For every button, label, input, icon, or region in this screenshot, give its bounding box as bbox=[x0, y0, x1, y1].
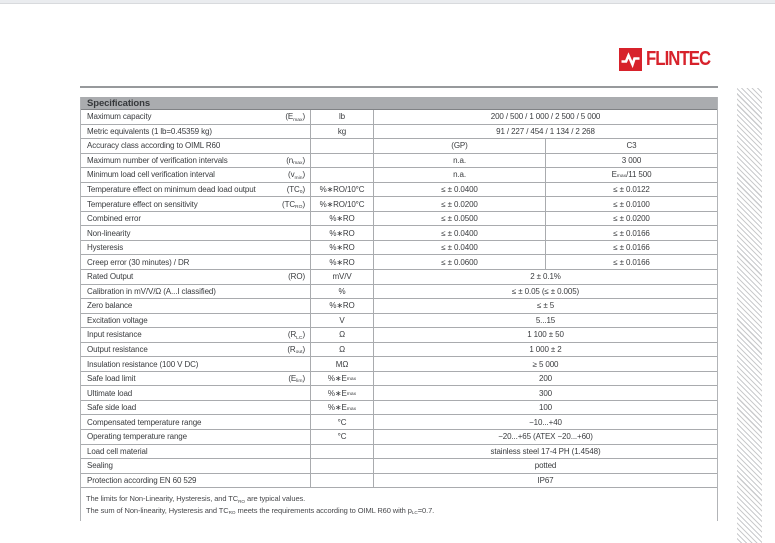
spec-value: −10...+40 bbox=[373, 415, 717, 429]
spec-unit: %∗E max bbox=[310, 401, 373, 415]
spec-value: ≤ ± 0.0122 bbox=[545, 183, 717, 197]
spec-value: 200 / 500 / 1 000 / 2 500 / 5 000 bbox=[373, 110, 717, 124]
spec-unit: V bbox=[310, 314, 373, 328]
table-row bbox=[81, 255, 717, 270]
spec-unit: MΩ bbox=[310, 357, 373, 371]
spec-name: Combined error bbox=[87, 214, 141, 224]
table-row bbox=[81, 285, 717, 300]
table-row bbox=[81, 328, 717, 343]
brand-wordmark: FLINTEC bbox=[646, 47, 711, 70]
spec-unit: °C bbox=[310, 415, 373, 429]
spec-unit: %∗RO bbox=[310, 241, 373, 255]
spec-unit: %∗RO/10°C bbox=[310, 197, 373, 211]
table-row bbox=[81, 139, 717, 154]
spec-unit: kg bbox=[310, 125, 373, 139]
table-row bbox=[81, 154, 717, 169]
table-row bbox=[81, 401, 717, 416]
spec-sheet bbox=[80, 97, 718, 521]
table-row bbox=[81, 415, 717, 430]
spec-symbol: (nmax) bbox=[286, 155, 305, 167]
spec-unit: % bbox=[310, 285, 373, 299]
spec-value: n.a. bbox=[373, 168, 545, 182]
brand-logo bbox=[619, 47, 721, 71]
footnote-line: The sum of Non-linearity, Hysteresis and TCRO meets the requirements according to OIML R60 with pLC=0.7. bbox=[86, 505, 435, 516]
spec-unit: Ω bbox=[310, 328, 373, 342]
spec-name: Zero balance bbox=[87, 301, 133, 311]
spec-value: stainless steel 17-4 PH (1.4548) bbox=[373, 445, 717, 459]
spec-value: ≤ ± 0.0200 bbox=[545, 212, 717, 226]
spec-unit: %∗RO bbox=[310, 299, 373, 313]
spec-value: IP67 bbox=[373, 474, 717, 488]
spec-value: C3 bbox=[545, 139, 717, 153]
table-row bbox=[81, 212, 717, 227]
spec-name: Operating temperature range bbox=[87, 432, 187, 442]
spec-name: Insulation resistance (100 V DC) bbox=[87, 359, 199, 369]
spec-value: ≤ ± 0.0166 bbox=[545, 255, 717, 269]
table-row bbox=[81, 474, 717, 489]
spec-name: Safe side load bbox=[87, 403, 137, 413]
spec-unit bbox=[310, 139, 373, 153]
spec-name: Output resistance (Rout) bbox=[87, 345, 305, 356]
spec-unit: %∗RO bbox=[310, 226, 373, 240]
spec-value: ≤ ± 0.05 (≤ ± 0.005) bbox=[373, 285, 717, 299]
spec-rows bbox=[81, 110, 717, 488]
spec-value: 1 000 ± 2 bbox=[373, 343, 717, 357]
table-row bbox=[81, 168, 717, 183]
spec-name: Input resistance (RLC) bbox=[87, 330, 305, 341]
spec-value: n.a. bbox=[373, 154, 545, 168]
spec-name: Protection according EN 60 529 bbox=[87, 475, 197, 485]
spec-value: 100 bbox=[373, 401, 717, 415]
spec-unit: mV/V bbox=[310, 270, 373, 284]
spec-unit: %∗E max bbox=[310, 386, 373, 400]
spec-unit: %∗E max bbox=[310, 372, 373, 386]
spec-unit: lb bbox=[310, 110, 373, 124]
footnote-line: The limits for Non-Linearity, Hysteresis, and TCRO are typical values. bbox=[86, 494, 306, 504]
spec-unit bbox=[310, 445, 373, 459]
table-row bbox=[81, 386, 717, 401]
spec-name: Compensated temperature range bbox=[87, 417, 202, 427]
spec-value: 300 bbox=[373, 386, 717, 400]
spec-name: Minimum load cell verification interval (vmin) bbox=[87, 170, 305, 181]
spec-unit: %∗RO bbox=[310, 212, 373, 226]
table-row bbox=[81, 183, 717, 198]
spec-unit bbox=[310, 474, 373, 488]
spec-name: Maximum number of verification intervals (nmax) bbox=[87, 155, 305, 167]
spec-symbol: (Elim) bbox=[288, 374, 305, 385]
hatch-stripe bbox=[737, 88, 762, 543]
spec-name: Calibration in mV/V/Ω (A...I classified) bbox=[87, 286, 216, 296]
spec-value: −20...+65 (ATEX −20...+60) bbox=[373, 430, 717, 444]
spec-name: Creep error (30 minutes) / DR bbox=[87, 257, 190, 267]
table-row bbox=[81, 357, 717, 372]
spec-name: Metric equivalents (1 lb=0.45359 kg) bbox=[87, 126, 212, 136]
spec-symbol: (RLC) bbox=[287, 330, 305, 341]
spec-name: Maximum capacity (Emax) bbox=[87, 112, 305, 123]
spec-unit: %∗RO/10°C bbox=[310, 183, 373, 197]
table-row bbox=[81, 270, 717, 285]
spec-value: 91 / 227 / 454 / 1 134 / 2 268 bbox=[373, 125, 717, 139]
spec-value: 200 bbox=[373, 372, 717, 386]
spec-name: Accuracy class according to OIML R60 bbox=[87, 141, 221, 151]
spec-value: 3 000 bbox=[545, 154, 717, 168]
spec-symbol: (Rout) bbox=[287, 345, 305, 356]
spec-value: (GP) bbox=[373, 139, 545, 153]
spec-value: ≤ ± 0.0400 bbox=[373, 183, 545, 197]
spec-unit bbox=[310, 168, 373, 182]
spec-unit bbox=[310, 154, 373, 168]
spec-symbol: (TC0) bbox=[286, 185, 305, 196]
spec-value: ≤ ± 0.0400 bbox=[373, 226, 545, 240]
table-row bbox=[81, 430, 717, 445]
spec-symbol: (TCRO) bbox=[282, 199, 305, 210]
spec-unit: %∗RO bbox=[310, 255, 373, 269]
spec-value: ≥ 5 000 bbox=[373, 357, 717, 371]
spec-name: Non-linearity bbox=[87, 228, 131, 238]
spec-name: Temperature effect on sensitivity (TCRO) bbox=[87, 199, 305, 210]
spec-value: 5...15 bbox=[373, 314, 717, 328]
spec-unit: °C bbox=[310, 430, 373, 444]
spec-value: ≤ ± 0.0166 bbox=[545, 226, 717, 240]
header-divider bbox=[80, 86, 718, 88]
spec-name: Load cell material bbox=[87, 446, 148, 456]
spec-value: ≤ ± 5 bbox=[373, 299, 717, 313]
spec-value: E max /11 500 bbox=[545, 168, 717, 182]
spec-value: ≤ ± 0.0166 bbox=[545, 241, 717, 255]
table-row bbox=[81, 241, 717, 256]
spec-name: Sealing bbox=[87, 461, 113, 471]
table-row bbox=[81, 459, 717, 474]
spec-name: Rated Output (RO) bbox=[87, 272, 305, 282]
spec-unit bbox=[310, 459, 373, 473]
table-row bbox=[81, 197, 717, 212]
table-row bbox=[81, 125, 717, 140]
spec-name: Temperature effect on minimum dead load output (TC0) bbox=[87, 185, 305, 196]
spec-unit: Ω bbox=[310, 343, 373, 357]
table-row bbox=[81, 343, 717, 358]
table-row bbox=[81, 110, 717, 125]
spec-value: ≤ ± 0.0200 bbox=[373, 197, 545, 211]
table-row bbox=[81, 372, 717, 387]
spec-symbol: (Emax) bbox=[285, 112, 305, 123]
table-row bbox=[81, 226, 717, 241]
spec-name: Ultimate load bbox=[87, 388, 133, 398]
spec-name: Safe load limit (Elim) bbox=[87, 374, 305, 385]
spec-name: Hysteresis bbox=[87, 243, 124, 253]
spec-symbol: (RO) bbox=[288, 272, 305, 282]
table-row bbox=[81, 299, 717, 314]
table-row bbox=[81, 445, 717, 460]
table-row bbox=[81, 314, 717, 329]
footnotes bbox=[81, 494, 717, 517]
spec-value: ≤ ± 0.0100 bbox=[545, 197, 717, 211]
spec-value: 2 ± 0.1% bbox=[373, 270, 717, 284]
page-top-strip bbox=[0, 0, 775, 4]
spec-symbol: (vmin) bbox=[288, 170, 305, 181]
pulse-waveform-icon bbox=[619, 48, 642, 71]
spec-value: ≤ ± 0.0600 bbox=[373, 255, 545, 269]
spec-value: ≤ ± 0.0400 bbox=[373, 241, 545, 255]
spec-name: Excitation voltage bbox=[87, 315, 148, 325]
spec-value: 1 100 ± 50 bbox=[373, 328, 717, 342]
spec-value: ≤ ± 0.0500 bbox=[373, 212, 545, 226]
table-title: Specifications bbox=[81, 97, 717, 110]
spec-value: potted bbox=[373, 459, 717, 473]
